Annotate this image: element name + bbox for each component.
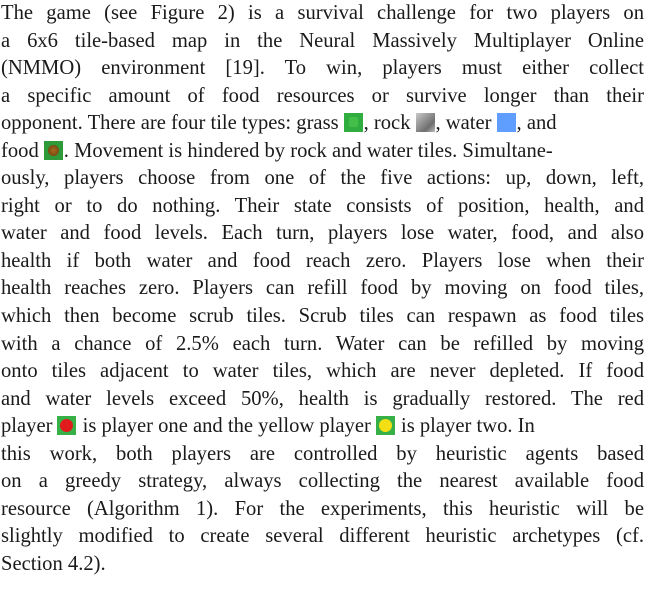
text-line: Section 4.2). [1, 552, 106, 575]
grass-tile-icon [344, 113, 363, 132]
text-line: with a chance of 2.5% each turn. Water can be refilled by moving [1, 332, 644, 355]
game-description-paragraph [1, 0, 644, 578]
text-line: health reaches zero. Players can refill food by moving on food tiles, [1, 277, 644, 300]
text-line: right or to do nothing. Their state consists of position, health, and [1, 194, 644, 217]
text-fragment: . [63, 139, 69, 162]
food-tile-icon [44, 141, 63, 160]
text-fragment: opponent. There are four tile types: grass [1, 112, 339, 135]
text-line-tile-types [1, 110, 644, 138]
text-fragment: player [1, 415, 53, 438]
red-player-icon [57, 416, 76, 435]
text-line: on a greedy strategy, always collecting the nearest available food [1, 470, 644, 493]
text-fragment: food [1, 139, 39, 162]
text-line: this work, both players are controlled by heuristic agents based [1, 442, 644, 465]
text-line: water and food levels. Each turn, players lose water, food, and also [1, 222, 644, 245]
text-line: a specific amount of food resources or survive longer than their [1, 84, 644, 107]
yellow-player-icon [376, 416, 395, 435]
text-line-players [1, 413, 644, 441]
text-line: and water levels exceed 50%, health is gradually restored. The red [1, 387, 644, 410]
text-line: slightly modified to create several different heuristic archetypes (cf. [1, 525, 644, 548]
text-fragment: is player two. In [401, 415, 535, 438]
text-fragment: , rock [363, 112, 411, 135]
text-fragment: , water [435, 112, 492, 135]
text-line: (NMMO) environment [19]. To win, players must either collect [1, 57, 644, 80]
rock-tile-icon [416, 113, 435, 132]
text-fragment: , and [516, 112, 557, 135]
text-line: a 6x6 tile-based map in the Neural Massively Multiplayer Online [1, 29, 644, 52]
water-tile-icon [497, 113, 516, 132]
text-line-food [1, 138, 644, 166]
text-line: which then become scrub tiles. Scrub tiles can respawn as food tiles [1, 305, 644, 328]
text-line: resource (Algorithm 1). For the experiments, this heuristic will be [1, 497, 644, 520]
text-line: onto tiles adjacent to water tiles, which are never depleted. If food [1, 360, 644, 383]
text-line: ously, players choose from one of the five actions: up, down, left, [1, 167, 644, 190]
text-fragment: is player one and the yellow player [82, 415, 371, 438]
text-line: The game (see Figure 2) is a survival challenge for two players on [1, 2, 644, 24]
text-line: health if both water and food reach zero. Players lose when their [1, 249, 644, 272]
text-fragment: Movement is hindered by rock and water tiles. Simultane- [74, 139, 553, 162]
